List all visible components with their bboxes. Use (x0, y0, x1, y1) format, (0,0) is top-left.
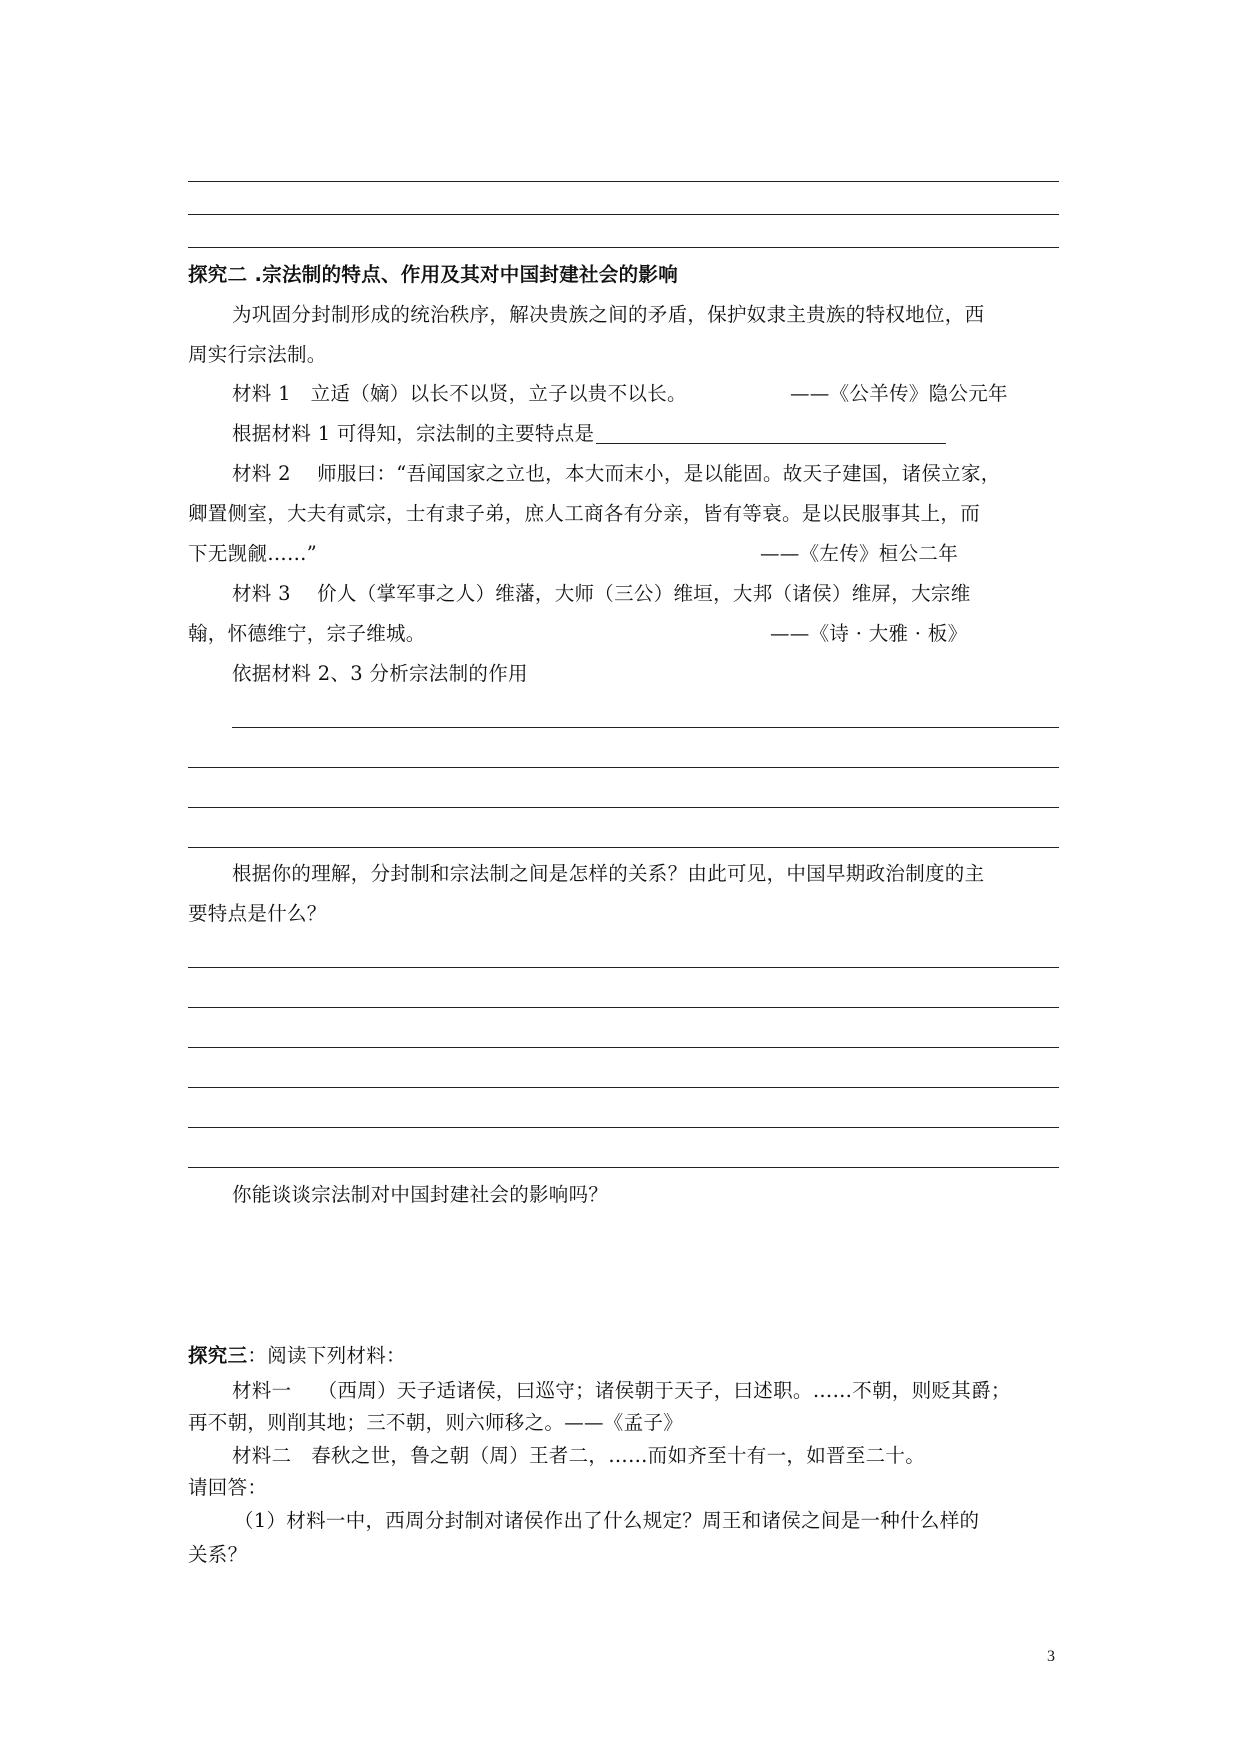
answer-prompt: 请回答： (188, 1476, 268, 1499)
answer-line[interactable] (188, 214, 1059, 215)
answer-line[interactable] (188, 247, 1059, 248)
section3-material-1-line2: 再不朝，则削其地；三不朝，则六师移之。——《孟子》 (188, 1411, 684, 1434)
section3-heading (188, 1343, 406, 1369)
answer-line[interactable] (188, 807, 1059, 808)
answer-line[interactable] (188, 1047, 1059, 1048)
section3-question-1-line2: 关系？ (188, 1543, 248, 1566)
material-2-source: ——《左传》桓公二年 (760, 542, 958, 565)
answer-line[interactable] (188, 1127, 1059, 1128)
question-3-line2: 要特点是什么？ (188, 902, 327, 925)
section3-material-1-line1: 材料一 （西周）天子适诸侯，曰巡守；诸侯朝于天子，曰述职。……不朝，则贬其爵； (232, 1379, 1011, 1402)
answer-line[interactable] (232, 727, 1059, 728)
question-4: 你能谈谈宗法制对中国封建社会的影响吗？ (232, 1183, 609, 1206)
answer-line[interactable] (188, 847, 1059, 848)
material-1-source: ——《公羊传》隐公元年 (790, 382, 1008, 405)
section3-question-1-line1: （1）材料一中，西周分封制对诸侯作出了什么规定？周王和诸侯之间是一种什么样的 (234, 1509, 980, 1532)
section2-intro-line1: 为巩固分封制形成的统治秩序，解决贵族之间的矛盾，保护奴隶主贵族的特权地位，西 (232, 303, 985, 326)
material-2-line2: 卿置侧室，大夫有贰宗，士有隶子弟，庶人工商各有分亲，皆有等衰。是以民服事其上，而 (188, 502, 981, 525)
answer-line[interactable] (188, 1007, 1059, 1008)
section2-intro-line2: 周实行宗法制。 (188, 343, 327, 366)
material-3-line1: 材料 3 价人（掌军事之人）维藩，大师（三公）维垣，大邦（诸侯）维屏，大宗维 (232, 582, 971, 605)
question-2: 依据材料 2、3 分析宗法制的作用 (232, 662, 528, 685)
question-3-line1: 根据你的理解，分封制和宗法制之间是怎样的关系？由此可见，中国早期政治制度的主 (232, 862, 985, 885)
material-2-line1: 材料 2 师服曰：“吾闻国家之立也，本大而末小，是以能固。故天子建国，诸侯立家， (232, 462, 1001, 485)
material-2-line3: 下无觊觎……” (188, 542, 318, 565)
answer-line[interactable] (188, 967, 1059, 968)
answer-line[interactable] (188, 767, 1059, 768)
section3-heading-rest: ：阅读下列材料： (247, 1344, 406, 1367)
section3-heading-bold: 探究三 (188, 1344, 248, 1367)
question-1-text: 根据材料 1 可得知，宗法制的主要特点是 (232, 422, 595, 445)
material-3-source: ——《诗 · 大雅 · 板》 (770, 622, 968, 645)
section2-heading: 探究二 .宗法制的特点、作用及其对中国封建社会的影响 (188, 263, 678, 286)
answer-line[interactable] (188, 1087, 1059, 1088)
fill-blank[interactable] (596, 421, 946, 444)
material-1: 材料 1 立适（嫡）以长不以贤，立子以贵不以长。 (232, 382, 687, 405)
section3-material-2: 材料二 春秋之世，鲁之朝（周）王者二，……而如齐至十有一，如晋至二十。 (232, 1444, 926, 1467)
question-1 (232, 421, 946, 447)
answer-line[interactable] (188, 181, 1059, 182)
material-3-line2: 翰，怀德维宁，宗子维城。 (188, 622, 426, 645)
page-number: 3 (1047, 1648, 1055, 1665)
answer-line[interactable] (188, 1167, 1059, 1168)
